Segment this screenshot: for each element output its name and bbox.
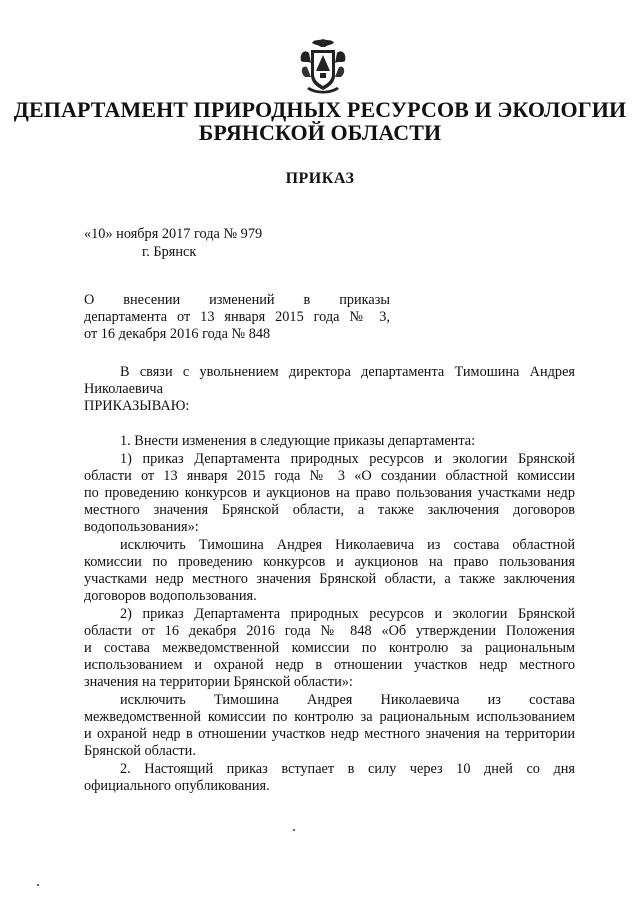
order-word: ПРИКАЗЫВАЮ: bbox=[84, 398, 190, 414]
paragraph-1-2-line2: области от 16 декабря 2016 года № 848 «Об утверждении Положения bbox=[84, 623, 575, 639]
paragraph-2-line1: 2. Настоящий приказ вступает в силу через 10 дней со дня bbox=[120, 761, 575, 777]
paragraph-1-2-line5: значения на территории Брянской области»: bbox=[84, 674, 353, 690]
paragraph-1-1-line5: водопользования»: bbox=[84, 519, 199, 535]
exclusion-2-line4: Брянской области. bbox=[84, 743, 196, 759]
preamble-line1: В связи с увольнением директора департамента Тимошина Андрея bbox=[120, 364, 575, 380]
subject-line1: О внесении изменений в приказы bbox=[84, 292, 390, 308]
document-type: ПРИКАЗ bbox=[285, 170, 355, 187]
paragraph-1: 1. Внести изменения в следующие приказы департамента: bbox=[120, 433, 476, 449]
exclusion-2-line1: исключить Тимошина Андрея Николаевича из состава bbox=[120, 692, 575, 708]
coat-of-arms-icon bbox=[297, 37, 349, 97]
exclusion-2-line3: и охраной недр в отношении участков недр местного значения на территории bbox=[84, 726, 575, 742]
exclusion-1-line2: комиссии по проведению конкурсов и аукционов на право пользования bbox=[84, 554, 575, 570]
paragraph-2-line2: официального опубликования. bbox=[84, 778, 270, 794]
city: г. Брянск bbox=[142, 244, 197, 260]
exclusion-1-line3: участками недр местного значения Брянской области, а также заключения bbox=[84, 571, 575, 587]
subject-line3: от 16 декабря 2016 года № 848 bbox=[84, 326, 271, 342]
paragraph-1-2-line1: 2) приказ Департамента природных ресурсов и экологии Брянской bbox=[120, 606, 575, 622]
date-number: «10» ноября 2017 года № 979 bbox=[84, 226, 263, 242]
paragraph-1-1-line1: 1) приказ Департамента природных ресурсов и экологии Брянской bbox=[120, 451, 575, 467]
preamble-line2: Николаевича bbox=[84, 381, 163, 397]
paragraph-1-1-line2: области от 13 января 2015 года № 3 «О создании областной комиссии bbox=[84, 468, 575, 484]
organization-name-line1: ДЕПАРТАМЕНТ ПРИРОДНЫХ РЕСУРСОВ И ЭКОЛОГИИ bbox=[13, 97, 627, 122]
exclusion-1-line1: исключить Тимошина Андрея Николаевича из состава областной bbox=[120, 537, 575, 553]
organization-name-line2: БРЯНСКОЙ ОБЛАСТИ bbox=[198, 120, 442, 145]
scan-dot bbox=[293, 829, 295, 831]
paragraph-1-2-line4: использованием и охраной недр в отношении участков недр местного bbox=[84, 657, 575, 673]
exclusion-1-line4: договоров водопользования. bbox=[84, 588, 257, 604]
paragraph-1-1-line3: по проведению конкурсов и аукционов на право пользования участками недр bbox=[84, 485, 575, 501]
scan-dot bbox=[37, 884, 39, 886]
exclusion-2-line2: межведомственной комиссии по контролю за рациональным использованием bbox=[84, 709, 575, 725]
paragraph-1-1-line4: местного значения Брянской области, а также заключения договоров bbox=[84, 502, 575, 518]
paragraph-1-2-line3: и состава межведомственной комиссии по контролю за рациональным bbox=[84, 640, 575, 656]
subject-line2: департамента от 13 января 2015 года № 3, bbox=[84, 309, 390, 325]
